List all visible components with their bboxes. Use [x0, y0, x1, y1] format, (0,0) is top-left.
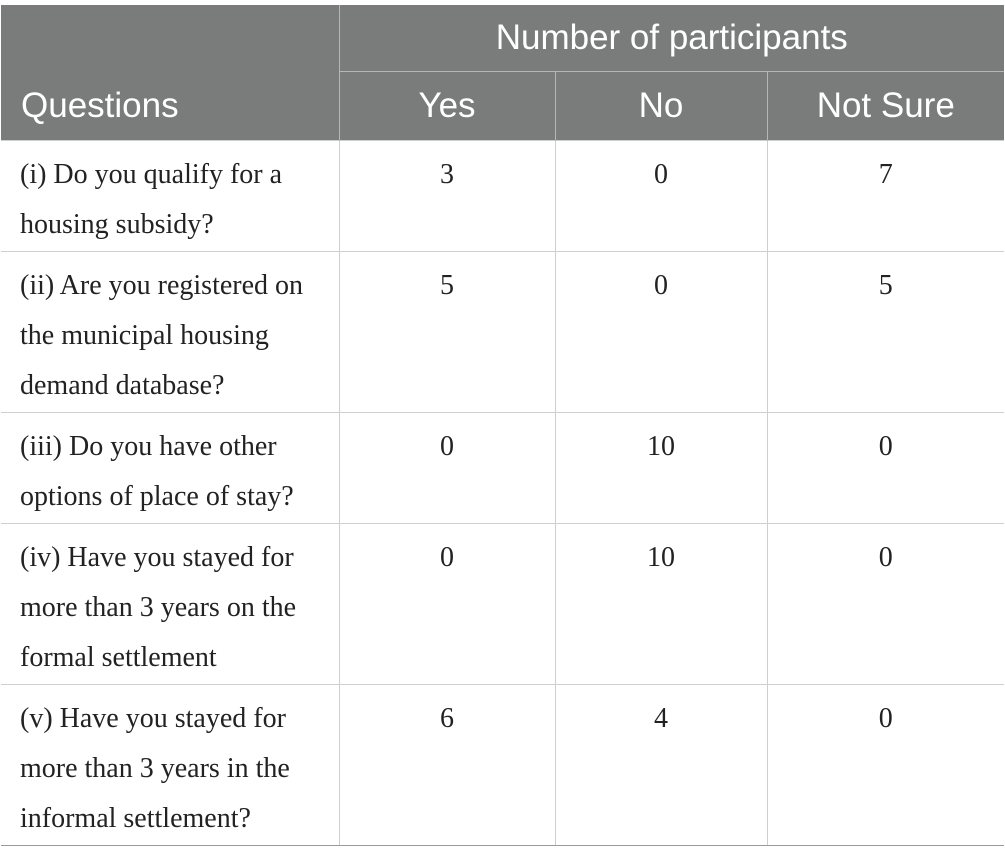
not-sure-count-cell: 0 [767, 524, 1004, 685]
no-count-cell: 4 [555, 685, 767, 846]
not-sure-count-cell: 0 [767, 685, 1004, 846]
not-sure-count-cell: 0 [767, 413, 1004, 524]
yes-column-header: Yes [339, 72, 555, 141]
question-cell: (v) Have you stayed for more than 3 years in the informal settlement? [1, 685, 339, 846]
questions-column-header: Questions [1, 5, 339, 141]
not-sure-column-header: Not Sure [767, 72, 1004, 141]
table-row [1, 141, 1004, 252]
yes-count-cell: 6 [339, 685, 555, 846]
header-row-group [1, 5, 1004, 72]
not-sure-count-cell: 7 [767, 141, 1004, 252]
question-cell: (ii) Are you registered on the municipal housing demand database? [1, 252, 339, 413]
table-row [1, 685, 1004, 846]
question-cell: (iii) Do you have other options of place of stay? [1, 413, 339, 524]
yes-count-cell: 3 [339, 141, 555, 252]
no-count-cell: 10 [555, 524, 767, 685]
participants-table [1, 5, 1004, 846]
no-column-header: No [555, 72, 767, 141]
table-row [1, 413, 1004, 524]
table-row [1, 524, 1004, 685]
yes-count-cell: 0 [339, 524, 555, 685]
table-body [1, 141, 1004, 846]
no-count-cell: 0 [555, 252, 767, 413]
table-row [1, 252, 1004, 413]
not-sure-count-cell: 5 [767, 252, 1004, 413]
question-cell: (i) Do you qualify for a housing subsidy? [1, 141, 339, 252]
no-count-cell: 0 [555, 141, 767, 252]
yes-count-cell: 5 [339, 252, 555, 413]
participants-group-header: Number of participants [339, 5, 1004, 72]
yes-count-cell: 0 [339, 413, 555, 524]
question-cell: (iv) Have you stayed for more than 3 years on the formal settlement [1, 524, 339, 685]
no-count-cell: 10 [555, 413, 767, 524]
table-header [1, 5, 1004, 141]
